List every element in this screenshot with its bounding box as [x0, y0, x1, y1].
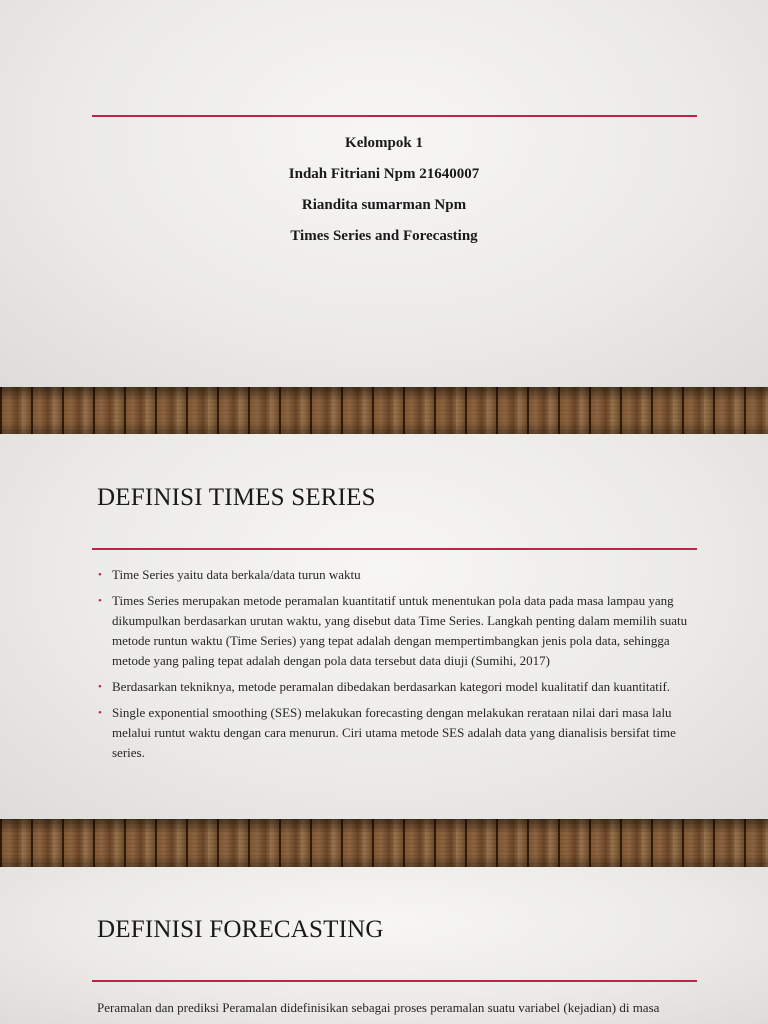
- bullet-list: [96, 565, 696, 769]
- bullet-marker: •: [98, 595, 102, 607]
- slide-heading: DEFINISI FORECASTING: [97, 916, 384, 943]
- bullet-text: Time Series yaitu data berkala/data turun waktu: [112, 567, 361, 582]
- bullet-text: Berdasarkan tekniknya, metode peramalan dibedakan berdasarkan kategori model kualitatif dan kuantitatif.: [112, 679, 671, 694]
- member-2-name: Riandita sumarman Npm: [301, 197, 467, 213]
- slide-1: [0, 0, 768, 387]
- bullet-text: Times Series merupakan metode peramalan kuantitatif untuk menentukan pola data pada masa lampau yang dikumpulkan berdasarkan urutan waktu, yang disebut data Time Series. Langkah penting dalam memilih suatu metode runtun waktu (Time Series) yang tepat adalah dengan mempertimbangkan jenis pola data, sehingga metode yang paling tepat adalah dengan pola data tersebut data diuji (Sumihi, 2017): [112, 593, 688, 668]
- wood-floor-divider: [0, 819, 768, 867]
- accent-rule: [92, 548, 697, 550]
- slide-paragraph: Peramalan dan prediksi Peramalan didefinisikan sebagai proses peramalan suatu variabel (kejadian) di masa: [97, 1000, 660, 1015]
- member-1-name: Indah Fitriani Npm 21640007: [288, 166, 480, 182]
- presentation-topic: Times Series and Forecasting: [290, 228, 478, 244]
- accent-rule: [92, 115, 697, 117]
- group-label: Kelompok 1: [345, 135, 423, 151]
- slide-2: [0, 434, 768, 819]
- bullet-item: [96, 591, 696, 671]
- slide-heading: DEFINISI TIMES SERIES: [97, 484, 376, 511]
- bullet-marker: •: [98, 707, 102, 719]
- slide-3: [0, 867, 768, 1024]
- wood-floor-divider: [0, 387, 768, 434]
- bullet-item: [96, 565, 696, 585]
- bullet-marker: •: [98, 569, 102, 581]
- bullet-text: Single exponential smoothing (SES) melakukan forecasting dengan melakukan rerataan nilai dari masa lalu melalui runtut waktu dengan cara menurun. Ciri utama metode SES adalah data yang dianalisis bersifat time series.: [112, 705, 676, 760]
- bullet-marker: •: [98, 681, 102, 693]
- bullet-item: [96, 703, 696, 763]
- bullet-item: [96, 677, 696, 697]
- accent-rule: [92, 980, 697, 982]
